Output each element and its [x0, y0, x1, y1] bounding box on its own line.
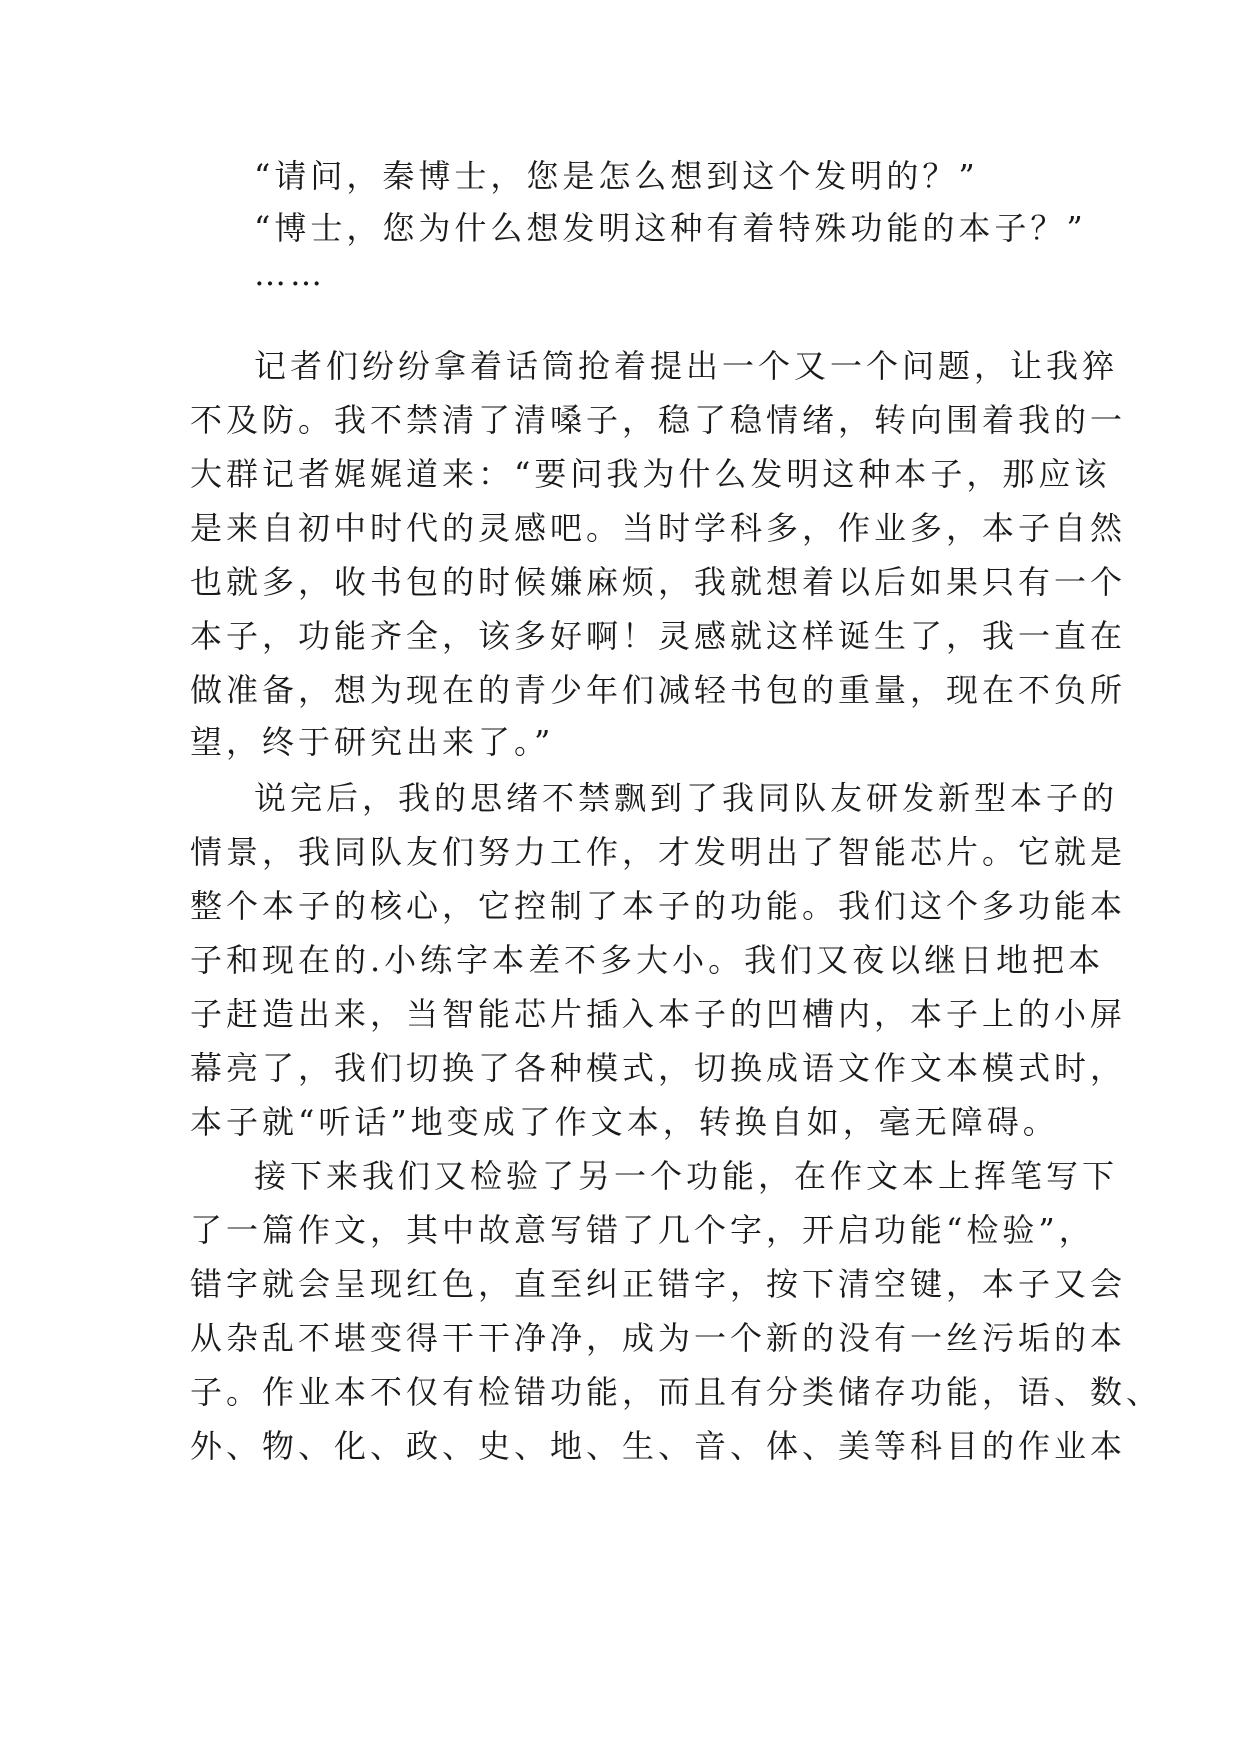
text-line: 幕亮了，我们切换了各种模式，切换成语文作文本模式时， [190, 1049, 1127, 1087]
text-line: 本子，功能齐全，该多好啊！灵感就这样诞生了，我一直在 [190, 617, 1127, 655]
text-line: 望，终于研究出来了。” [190, 723, 555, 761]
text-line: 外、物、化、政、史、地、生、音、体、美等科目的作业本 [190, 1427, 1127, 1465]
text-line: 了一篇作文，其中故意写错了几个字，开启功能“检验”， [190, 1211, 1095, 1249]
text-line: “博士，您为什么想发明这种有着特殊功能的本子？” [254, 209, 1087, 247]
text-line: 子。作业本不仅有检错功能，而且有分类储存功能，语、数、 [190, 1373, 1163, 1411]
text-line: 整个本子的核心，它控制了本子的功能。我们这个多功能本 [190, 887, 1127, 925]
text-line: 错字就会呈现红色，直至纠正错字，按下清空键，本子又会 [190, 1265, 1127, 1303]
text-line: 子赶造出来，当智能芯片插入本子的凹槽内，本子上的小屏 [190, 995, 1127, 1033]
text-line: 说完后，我的思绪不禁飘到了我同队友研发新型本子的 [254, 779, 1119, 817]
text-line: 从杂乱不堪变得干干净净，成为一个新的没有一丝污垢的本 [190, 1319, 1127, 1357]
text-line: 大群记者娓娓道来：“要问我为什么发明这种本子，那应该 [190, 455, 1111, 493]
text-line: 情景，我同队友们努力工作，才发明出了智能芯片。它就是 [190, 833, 1127, 871]
text-line: 子和现在的.小练字本差不多大小。我们又夜以继日地把本 [190, 941, 1105, 979]
text-line: 也就多，收书包的时候嫌麻烦，我就想着以后如果只有一个 [190, 563, 1127, 601]
text-line: …… [254, 255, 326, 293]
text-line: “请问，秦博士，您是怎么想到这个发明的？” [254, 157, 979, 195]
text-line: 是来自初中时代的灵感吧。当时学科多，作业多，本子自然 [190, 509, 1127, 547]
text-line: 不及防。我不禁清了清嗓子，稳了稳情绪，转向围着我的一 [190, 401, 1127, 439]
text-line: 记者们纷纷拿着话筒抢着提出一个又一个问题，让我猝 [254, 347, 1119, 385]
text-line: 做准备，想为现在的青少年们减轻书包的重量，现在不负所 [190, 671, 1127, 709]
text-line: 本子就“听话”地变成了作文本，转换自如，毫无障碍。 [190, 1103, 1059, 1141]
text-line: 接下来我们又检验了另一个功能，在作文本上挥笔写下 [254, 1157, 1119, 1195]
